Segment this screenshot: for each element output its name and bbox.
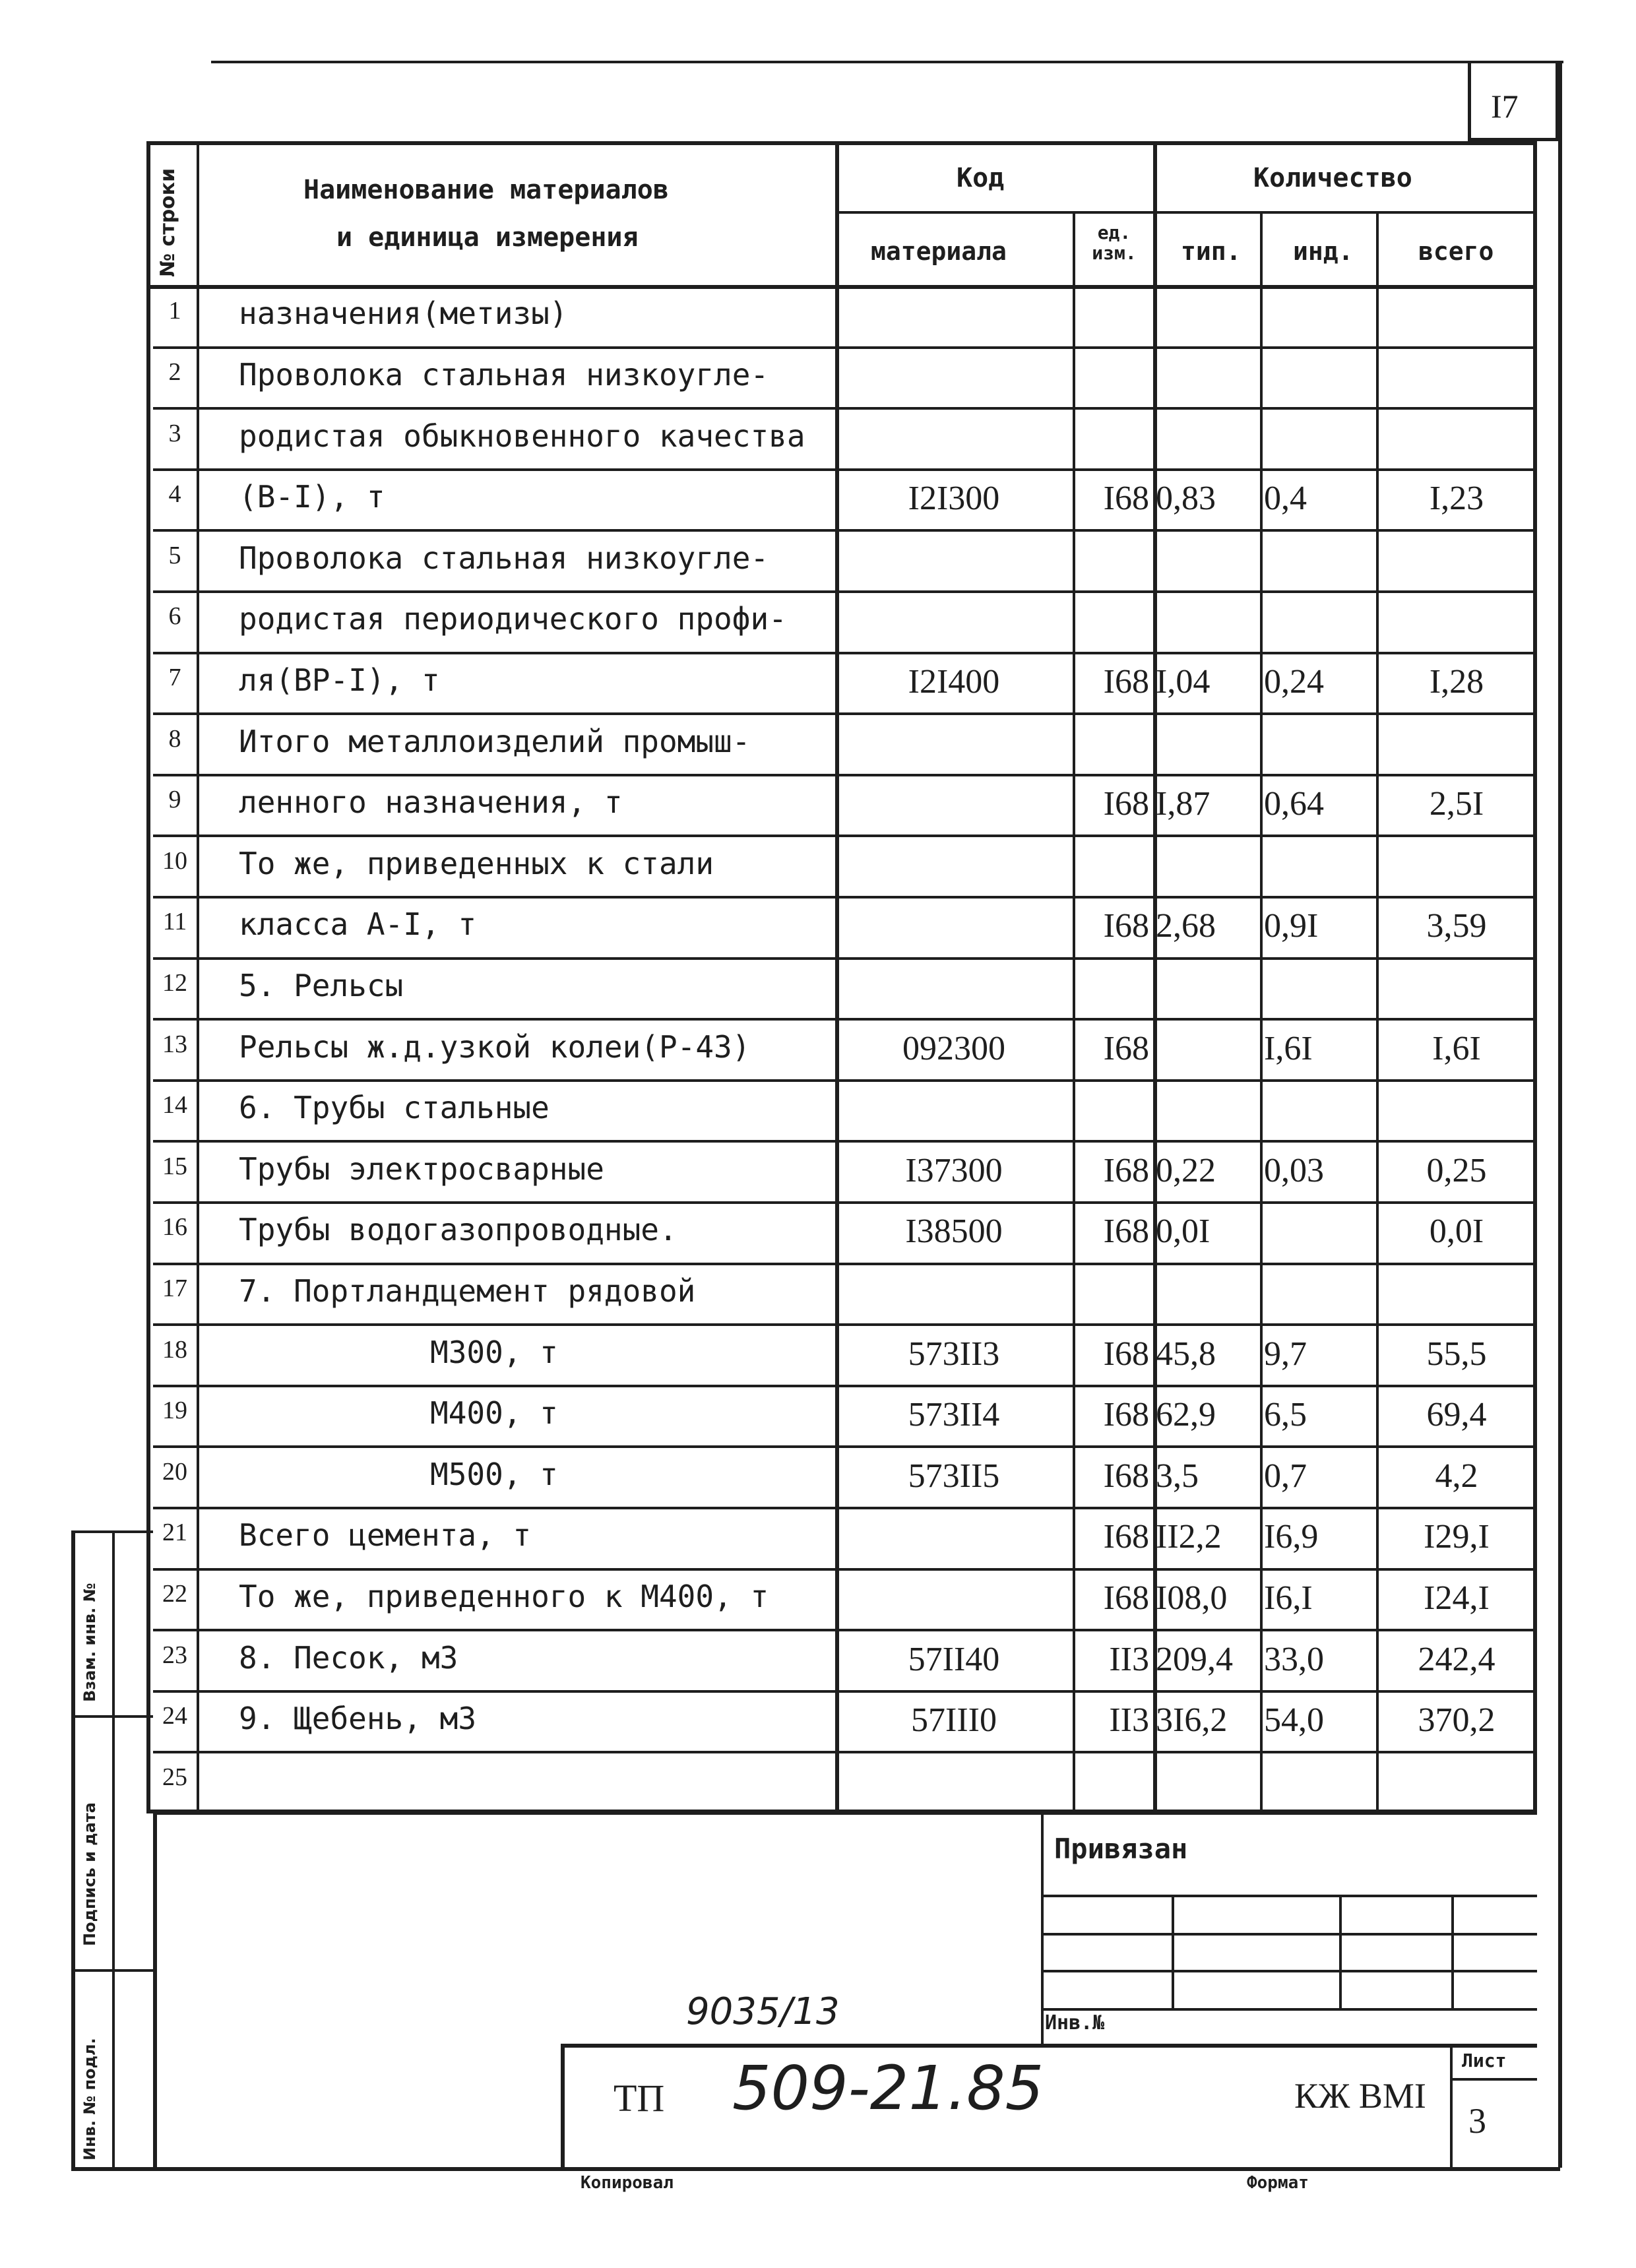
cell-ind: 0,64: [1264, 785, 1324, 823]
cell-ind: 33,0: [1264, 1640, 1324, 1678]
cell-name: М400, т: [430, 1395, 558, 1432]
row-number: 10: [162, 846, 187, 875]
row-number: 2: [168, 358, 181, 386]
header-bottom-line: [146, 285, 1537, 289]
row-separator: [153, 1079, 1537, 1082]
cell-unit: I68: [1103, 1213, 1149, 1251]
row-number: 25: [162, 1763, 187, 1791]
tb-v-1: [1172, 1895, 1174, 2008]
row-number: 12: [162, 968, 187, 997]
side-label-replaced: Взам. инв. №: [80, 1583, 99, 1702]
cell-typ: 2,68: [1156, 907, 1216, 945]
row-separator: [153, 1018, 1537, 1021]
col-unit-line: [1153, 141, 1157, 1813]
row-number: 4: [168, 480, 181, 509]
cell-name: М300, т: [430, 1334, 558, 1370]
tb-line-4: [1041, 2008, 1537, 2011]
row-separator: [153, 407, 1537, 410]
cell-unit: I68: [1103, 907, 1149, 945]
cell-code: 573II5: [908, 1457, 1000, 1495]
stamp-handwritten-number: 9035/13: [686, 1990, 840, 2033]
cell-name: Всего цемента, т: [239, 1517, 532, 1554]
cell-total: 69,4: [1426, 1396, 1487, 1434]
cell-typ: 3,5: [1156, 1457, 1199, 1495]
row-number: 8: [168, 724, 181, 753]
side-label-signature-date: Подпись и дата: [80, 1802, 99, 1946]
cell-code: I2I300: [908, 480, 1000, 518]
row-separator: [153, 1445, 1537, 1448]
row-separator: [153, 1323, 1537, 1326]
tb-v-2: [1339, 1895, 1342, 2008]
footer-copied: Копировал: [581, 2173, 674, 2193]
tb-sheet-mid: [1450, 2078, 1537, 2081]
cell-name: Проволока стальная низкоугле-: [239, 356, 769, 393]
cell-ind: 0,9I: [1264, 907, 1319, 945]
cell-ind: I6,9: [1264, 1518, 1319, 1556]
row-separator: [153, 1201, 1537, 1204]
row-number: 1: [168, 297, 181, 325]
cell-total: 0,0I: [1429, 1213, 1484, 1251]
cell-ind: 0,7: [1264, 1457, 1307, 1495]
cell-name: Проволока стальная низкоугле-: [239, 540, 769, 576]
row-separator: [153, 529, 1537, 532]
cell-typ: 0,0I: [1156, 1213, 1211, 1251]
bottom-frame-line: [71, 2167, 1560, 2171]
cell-name: Рельсы ж.д.узкой колеи(Р-43): [239, 1028, 751, 1065]
cell-unit: I68: [1103, 1518, 1149, 1556]
stamp-inv-no: Инв.№: [1045, 2011, 1105, 2034]
row-number: 16: [162, 1213, 187, 1242]
cell-ind: I,6I: [1264, 1029, 1313, 1067]
cell-name: назначения(метизы): [239, 296, 568, 332]
row-number: 5: [168, 541, 181, 569]
stamp-doc-code: КЖ ВМI: [1294, 2076, 1426, 2116]
cell-typ: 62,9: [1156, 1396, 1216, 1434]
row-number: 20: [162, 1457, 187, 1486]
row-number: 17: [162, 1274, 187, 1302]
header-q-individual: инд.: [1293, 237, 1354, 266]
row-number: 18: [162, 1335, 187, 1364]
cell-code: I38500: [905, 1213, 1003, 1251]
header-q-typical: тип.: [1181, 237, 1242, 266]
cell-name: (В-I), т: [239, 479, 385, 515]
col-ind-line: [1376, 211, 1379, 1813]
row-number: 14: [162, 1091, 187, 1119]
header-row-no: № строки: [156, 168, 179, 277]
row-number: 6: [168, 602, 181, 631]
cell-typ: 0,83: [1156, 480, 1216, 518]
cell-unit: I68: [1103, 1335, 1149, 1373]
cell-code: I2I400: [908, 662, 1000, 701]
header-name-line2: и единица измерения: [336, 222, 639, 253]
cell-unit: I68: [1103, 1029, 1149, 1067]
cell-name: 7. Портландцемент рядовой: [239, 1273, 696, 1309]
cell-unit: I68: [1103, 1396, 1149, 1434]
cell-ind: 0,24: [1264, 662, 1324, 701]
row-number: 7: [168, 663, 181, 691]
cell-name: класса А-I, т: [239, 906, 477, 943]
cell-code: 092300: [902, 1029, 1005, 1067]
row-number: 13: [162, 1030, 187, 1058]
cell-typ: 45,8: [1156, 1335, 1216, 1373]
stamp-bound: Привязан: [1054, 1833, 1188, 1865]
cell-name: Трубы водогазопроводные.: [239, 1212, 677, 1248]
row-separator: [153, 1812, 1537, 1815]
row-separator: [153, 590, 1537, 593]
cell-code: 57II40: [908, 1640, 1000, 1678]
col-rowno-line: [197, 141, 199, 1813]
cell-typ: 0,22: [1156, 1151, 1216, 1189]
header-q-total: всего: [1418, 237, 1494, 266]
header-name-line1: Наименование материалов: [303, 175, 669, 205]
cell-typ: I,87: [1156, 785, 1211, 823]
side-stamp-left-line: [71, 1530, 75, 2167]
header-code-unit: ед. изм.: [1092, 222, 1137, 264]
side-stamp-mid-line: [112, 1530, 115, 2167]
cell-unit: I68: [1103, 1457, 1149, 1495]
side-stamp-line-3: [71, 1969, 153, 1972]
row-number: 15: [162, 1152, 187, 1180]
tb-sheet-left: [1450, 2044, 1453, 2167]
cell-typ: I,04: [1156, 662, 1211, 701]
row-separator: [153, 957, 1537, 960]
row-separator: [153, 1568, 1537, 1571]
col-name-line: [835, 141, 839, 1813]
side-stamp-line-1: [71, 1530, 153, 1533]
cell-total: 370,2: [1418, 1701, 1495, 1740]
row-separator: [153, 1263, 1537, 1265]
cell-ind: 0,4: [1264, 480, 1307, 518]
cell-name: родистая периодического профи-: [239, 601, 787, 637]
side-stamp-line-2: [71, 1715, 153, 1718]
row-separator: [153, 712, 1537, 715]
top-border: [211, 61, 1563, 63]
row-separator: [153, 1690, 1537, 1693]
row-separator: [153, 652, 1537, 654]
header-code: Код: [957, 163, 1005, 193]
cell-ind: 0,03: [1264, 1151, 1324, 1189]
cell-unit: I68: [1103, 785, 1149, 823]
row-number: 19: [162, 1397, 187, 1425]
cell-name: ленного назначения, т: [239, 784, 623, 821]
cell-typ: I08,0: [1156, 1579, 1228, 1617]
row-number: 11: [162, 908, 187, 936]
tb-main-left: [561, 2044, 565, 2167]
cell-total: 4,2: [1435, 1457, 1478, 1495]
cell-typ: II2,2: [1156, 1518, 1222, 1556]
cell-code: 573II3: [908, 1335, 1000, 1373]
cell-name: родистая обыкновенного качества: [239, 418, 805, 454]
row-separator: [153, 1385, 1537, 1387]
tb-v-3: [1451, 1895, 1454, 2008]
cell-unit: II3: [1109, 1701, 1149, 1740]
row-number: 21: [162, 1519, 187, 1547]
row-number: 24: [162, 1702, 187, 1730]
stamp-sheet-label: Лист: [1462, 2050, 1507, 2071]
cell-total: I,23: [1429, 480, 1484, 518]
col-code-line: [1073, 211, 1075, 1813]
row-separator: [153, 468, 1537, 471]
right-frame-line: [1558, 63, 1562, 2168]
cell-unit: II3: [1109, 1640, 1149, 1678]
cell-total: I29,I: [1424, 1518, 1490, 1556]
row-separator: [153, 774, 1537, 776]
side-label-inv-original: Инв. № подл.: [80, 2038, 99, 2160]
tb-main-top: [561, 2044, 1537, 2048]
cell-name: 9. Щебень, м3: [239, 1701, 477, 1737]
cell-unit: I68: [1103, 1151, 1149, 1189]
cell-name: 6. Трубы стальные: [239, 1090, 550, 1126]
tb-line-2: [1041, 1933, 1537, 1936]
cell-name: То же, приведенного к М400, т: [239, 1578, 769, 1614]
row-number: 9: [168, 786, 181, 814]
header-quantity: Количество: [1253, 163, 1412, 193]
cell-ind: 9,7: [1264, 1335, 1307, 1373]
header-mid-line: [835, 211, 1537, 214]
cell-ind: I6,I: [1264, 1579, 1313, 1617]
cell-code: I37300: [905, 1151, 1003, 1189]
cell-total: 3,59: [1426, 907, 1487, 945]
cell-total: 2,5I: [1429, 785, 1484, 823]
cell-name: То же, приведенных к стали: [239, 845, 714, 881]
tb-line-3: [1041, 1970, 1537, 1972]
row-separator: [153, 1507, 1537, 1509]
cell-unit: I68: [1103, 1579, 1149, 1617]
cell-unit: I68: [1103, 662, 1149, 701]
lower-frame-left: [153, 1813, 157, 2167]
cell-total: 0,25: [1426, 1151, 1487, 1189]
row-number: 23: [162, 1641, 187, 1669]
cell-name: 8. Песок, м3: [239, 1639, 458, 1676]
cell-typ: 209,4: [1156, 1640, 1233, 1678]
stamp-project-number: 509-21.85: [732, 2053, 1044, 2124]
cell-total: 55,5: [1426, 1335, 1487, 1373]
cell-total: I24,I: [1424, 1579, 1490, 1617]
stamp-tp: ТП: [614, 2077, 665, 2120]
cell-total: 242,4: [1418, 1640, 1495, 1678]
tb-line-1: [1041, 1895, 1537, 1897]
col-typ-line: [1260, 211, 1263, 1813]
row-separator: [153, 835, 1537, 837]
cell-code: 573II4: [908, 1396, 1000, 1434]
row-number: 22: [162, 1579, 187, 1608]
row-separator: [153, 896, 1537, 898]
cell-name: Итого металлоизделий промыш-: [239, 723, 751, 759]
cell-name: 5. Рельсы: [239, 967, 404, 1003]
cell-ind: 54,0: [1264, 1701, 1324, 1740]
row-separator: [153, 1751, 1537, 1753]
cell-code: 57III0: [911, 1701, 997, 1740]
cell-total: I,28: [1429, 662, 1484, 701]
cell-name: М500, т: [430, 1456, 558, 1492]
cell-typ: 3I6,2: [1156, 1701, 1228, 1740]
cell-unit: I68: [1103, 480, 1149, 518]
stamp-sheet-number: 3: [1468, 2101, 1486, 2141]
cell-ind: 6,5: [1264, 1396, 1307, 1434]
cell-total: I,6I: [1432, 1029, 1481, 1067]
header-code-material: материала: [871, 237, 1007, 266]
row-separator: [153, 346, 1537, 349]
page-number: I7: [1491, 88, 1519, 125]
cell-name: Трубы электросварные: [239, 1150, 604, 1187]
row-separator: [153, 1629, 1537, 1631]
row-separator: [153, 1140, 1537, 1143]
row-number: 3: [168, 419, 181, 447]
footer-format: Формат: [1247, 2173, 1309, 2193]
cell-name: ля(ВР-I), т: [239, 662, 440, 698]
